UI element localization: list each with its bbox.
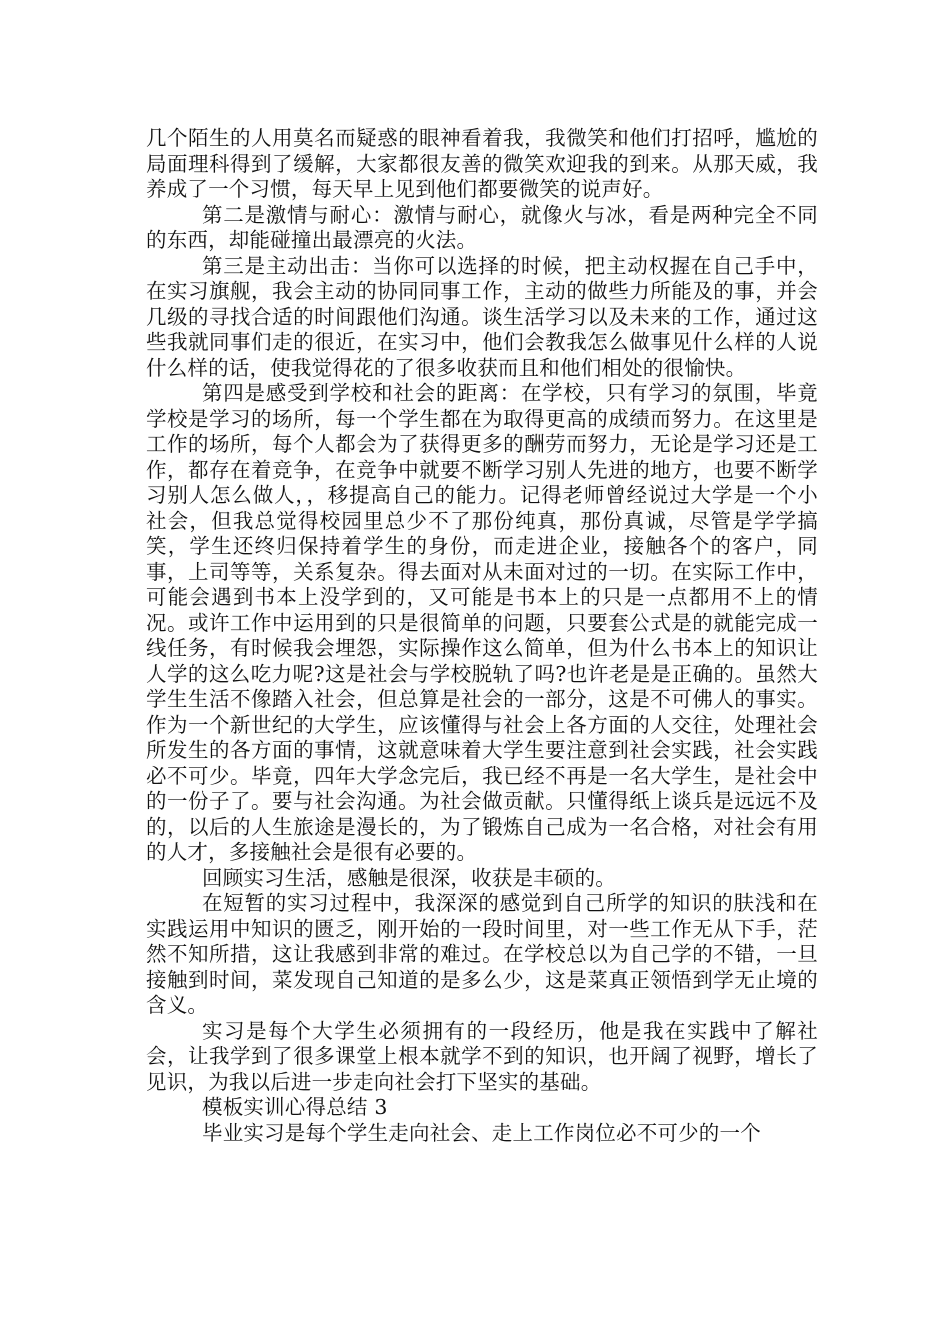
paragraph-5: 回顾实习生活，感触是很深，收获是丰硕的。	[202, 865, 616, 890]
paragraph-8: 毕业实习是每个学生走向社会、走上工作岗位必不可少的一个	[202, 1120, 761, 1145]
section-heading: 模板实训心得总结 3	[202, 1095, 388, 1119]
paragraph-6: 在短暂的实习过程中，我深深的感觉到自己所学的知识的肤浅和在实践运用中知识的匮乏，刚开始的一段时间里，对一些工作无从下手，茫然不知所措，这让我感到非常的难过。在学校总以为自己学的不错，一旦接触到时间，菜发现自己知道的是多么少，这是菜真正领悟到学无止境的含义。	[146, 891, 818, 1017]
document-body	[146, 126, 818, 1146]
paragraph-1: 几个陌生的人用莫名而疑惑的眼神看着我，我微笑和他们打招呼，尴尬的局面理科得到了缓解，大家都很友善的微笑欢迎我的到来。从那天威，我养成了一个习惯，每天早上见到他们都要微笑的说声好。	[146, 126, 818, 201]
paragraph-7: 实习是每个大学生必须拥有的一段经历，他是我在实践中了解社会，让我学到了很多课堂上根本就学不到的知识，也开阔了视野，增长了见识，为我以后进一步走向社会打下坚实的基础。	[146, 1018, 818, 1094]
paragraph-2: 第二是激情与耐心：激情与耐心，就像火与冰，看是两种完全不同的东西，却能碰撞出最漂亮的火法。	[146, 202, 818, 252]
paragraph-4: 第四是感受到学校和社会的距离：在学校，只有学习的氛围，毕竟学校是学习的场所，每一个学生都在为取得更高的成绩而努力。在这里是工作的场所，每个人都会为了获得更多的酬劳而努力，无论是学习还是工作，都存在着竞争，在竞争中就要不断学习别人先进的地方，也要不断学习别人怎么做人，，移提高自己的能力。记得老师曾经说过大学是一个小社会，但我总觉得校园里总少不了那份纯真，那份真诚，尽管是学学搞笑，学生还终归保持着学生的身份，而走进企业，接触各个的客户，同事，上司等等，关系复杂。得去面对从未面对过的一切。在实际工作中，可能会遇到书本上没学到的，又可能是书本上的只是一点都用不上的情况。或许工作中运用到的只是很简单的问题，只要套公式是的就能完成一线任务，有时候我会埋怨，实际操作这么简单，但为什么书本上的知识让人学的这么吃力呢?这是社会与学校脱轨了吗?也许老是是正确的。虽然大学生生活不像踏入社会，但总算是社会的一部分，这是不可佛人的事实。作为一个新世纪的大学生，应该懂得与社会上各方面的人交往，处理社会所发生的各方面的事情，这就意味着大学生要注意到社会实践，社会实践必不可少。毕竟，四年大学念完后，我已经不再是一名大学生，是社会中的一份子了。要与社会沟通。为社会做贡献。只懂得纸上谈兵是远远不及的，以后的人生旅途是漫长的，为了锻炼自己成为一名合格，对社会有用的人才，多接触社会是很有必要的。	[146, 381, 818, 864]
paragraph-3: 第三是主动出击：当你可以选择的时候，把主动权握在自己手中，在实习旗舰，我会主动的协同同事工作，主动的做些力所能及的事，并会几级的寻找合适的时间跟他们沟通。谈生活学习以及未来的工作，通过这些我就同事们走的很近，在实习中，他们会教我怎么做事见什么样的人说什么样的话，使我觉得花的了很多收获而且和他们相处的很愉快。	[146, 253, 818, 380]
